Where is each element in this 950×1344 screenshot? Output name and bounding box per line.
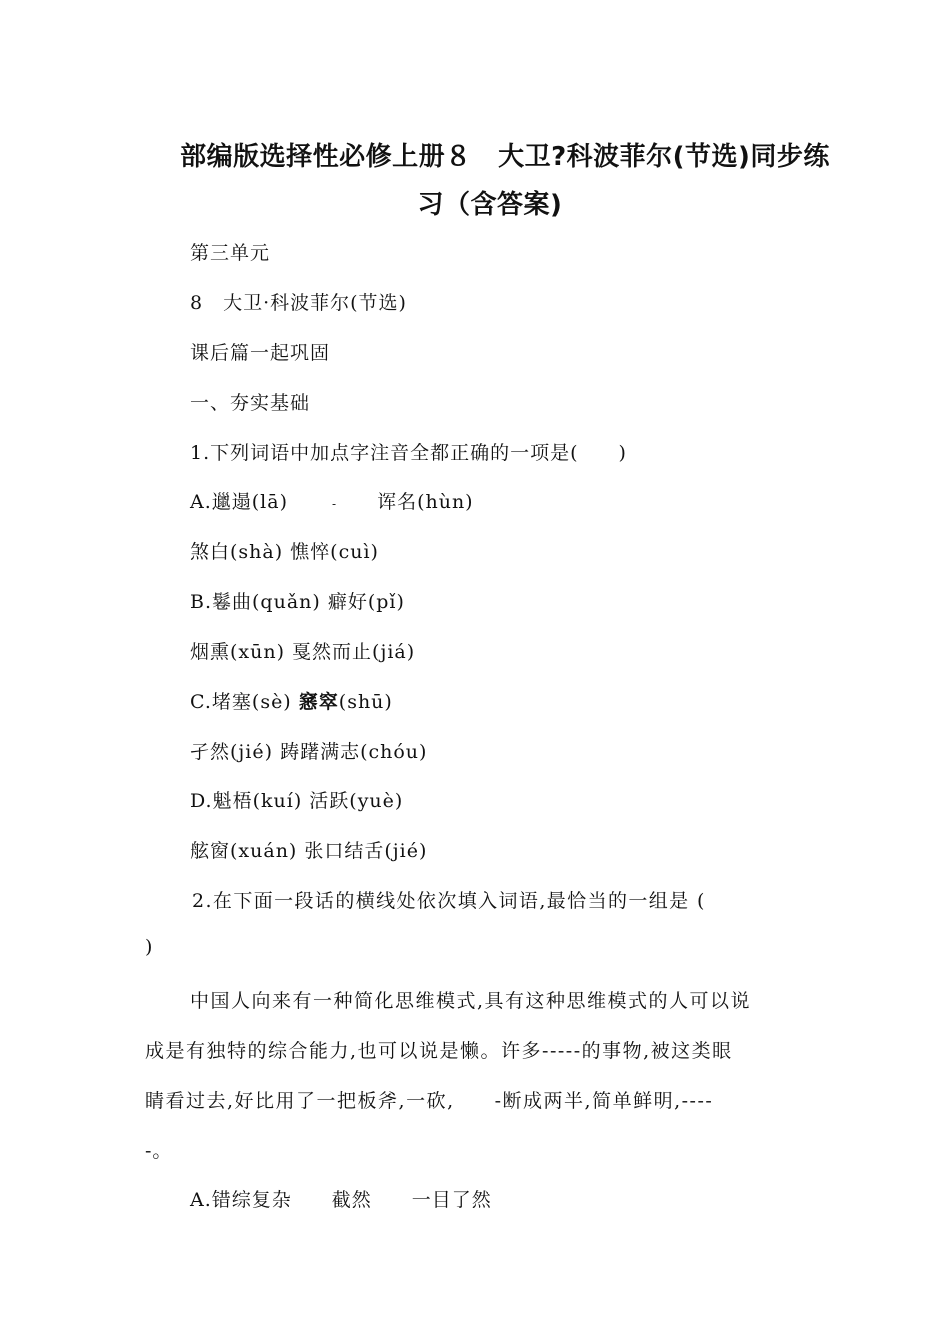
passage-line-3: [145, 1086, 713, 1113]
passage-line-2: 成是有独特的综合能力,也可以说是懒。许多-----的事物,被这类眼: [145, 1040, 733, 1062]
option-c-pinyin: (shū): [338, 691, 393, 713]
option-a-choice-1: A.错综复杂: [190, 1189, 292, 1211]
question-2-option-a: [190, 1185, 492, 1212]
passage-line-3-part-2: -断成两半,简单鲜明,----: [494, 1090, 714, 1112]
document-title-line-2: 习（含答案): [417, 190, 563, 220]
section-heading: 课后篇一起巩固: [190, 342, 331, 364]
lesson-heading: 8 大卫·科波菲尔(节选): [190, 292, 407, 314]
option-d-line-1: D.魁梧(kuí) 活跃(yuè): [190, 790, 404, 812]
option-b-line-1: B.鬈曲(quǎn) 癖好(pǐ): [190, 591, 405, 613]
option-a-word-2: 诨名(hùn): [377, 491, 474, 513]
option-a-choice-3: 一目了然: [411, 1189, 492, 1211]
unit-heading: 第三单元: [190, 242, 271, 264]
blank-mark: -: [332, 497, 338, 511]
passage-line-4: -。: [145, 1140, 173, 1162]
passage-line-3-part-1: 睛看过去,好比用了一把板斧,一砍,: [145, 1090, 455, 1112]
option-a-word-1: A.邋遢(lā): [190, 491, 288, 513]
option-a-line-2: 煞白(shà) 憔悴(cuì): [190, 541, 379, 563]
part-heading: 一、夯实基础: [190, 392, 311, 414]
option-c-line-2: 孑然(jié) 踌躇满志(chóu): [190, 741, 428, 763]
option-a-choice-2: 截然: [331, 1189, 372, 1211]
option-c-bold-word: 窸窣: [298, 691, 339, 713]
question-2: 2.在下面一段话的横线处依次填入词语,最恰当的一组是 (: [192, 890, 706, 912]
option-d-line-2: 舷窗(xuán) 张口结舌(jié): [190, 840, 428, 862]
option-a-line-1: [190, 487, 474, 514]
option-c-word-1: C.堵塞(sè): [190, 691, 299, 713]
document-title-line-1: 部编版选择性必修上册８ 大卫?科波菲尔(节选)同步练: [180, 142, 830, 172]
option-c-line-1: [190, 687, 393, 714]
question-2-end: ): [145, 936, 154, 958]
option-b-line-2: 烟熏(xūn) 戛然而止(jiá): [190, 641, 416, 663]
passage-line-1: 中国人向来有一种简化思维模式,具有这种思维模式的人可以说: [190, 990, 752, 1012]
question-1: 1.下列词语中加点字注音全都正确的一项是( ): [190, 442, 627, 464]
